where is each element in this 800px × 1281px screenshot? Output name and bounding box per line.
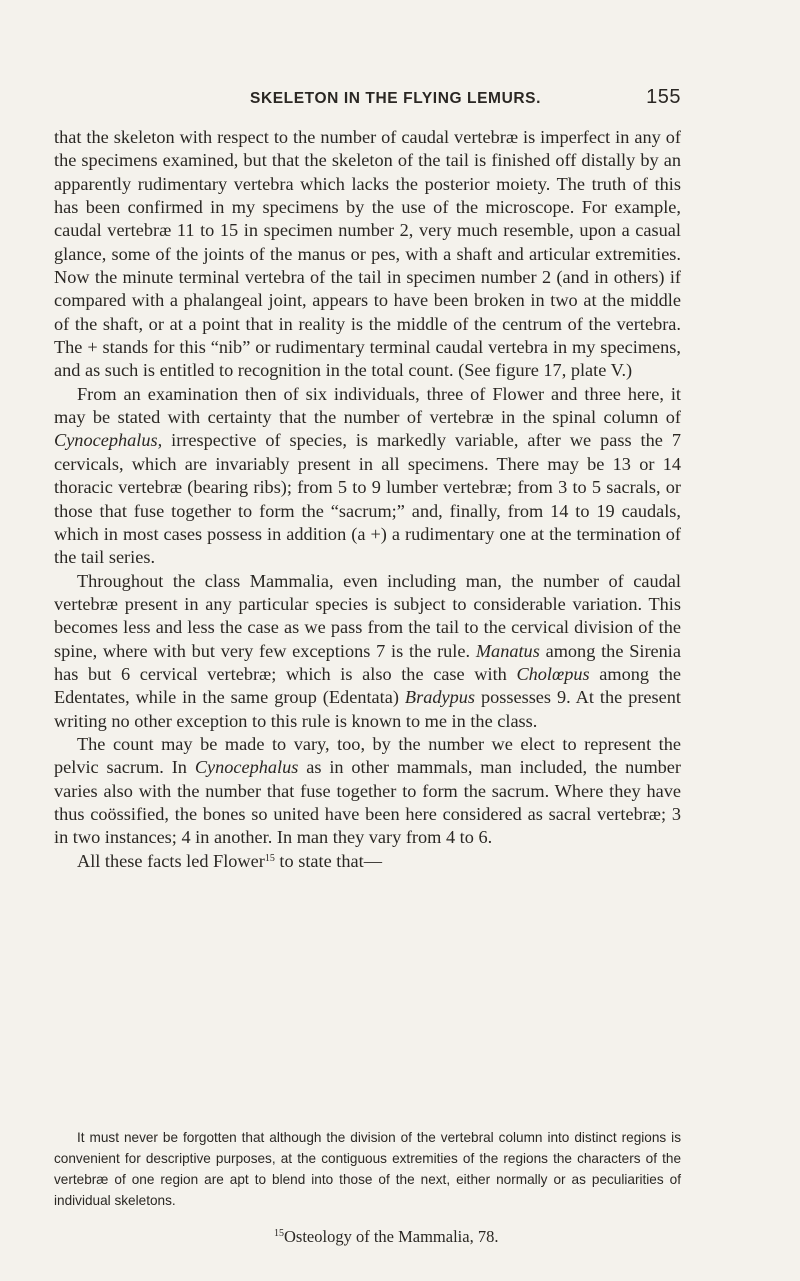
genus-name: Cynocephalus [194,757,299,778]
footnote [54,1227,681,1247]
paragraph-text: to state that— [274,850,382,871]
paragraph-5 [54,850,681,873]
paragraph-text: irrespective of species, is markedly variable, after we pass the 7 cervicals, which are invariably present in all specimens. There may be 13 or 14 thoracic vertebræ (bearing ribs); from 5 to 9 lumber vertebræ; from 3 to 5 sacrals, or those that fuse together to form the “sacrum;” and, finally, from 14 to 19 caudals, which in most cases possess in addition (a +) a rudimentary one at the termination of the tail series. [54,430,681,568]
page-number: 155 [646,86,681,108]
genus-name: Cholœpus [516,663,590,684]
paragraph-text: Throughout the class Mammalia, even including man, the number of caudal vertebræ present in any particular species is subject to considerable variation. This becomes less and less the case as we pass from the tail to the cervical division of the spine, where with but very few exceptions 7 is the rule. [54,570,681,661]
genus-name: Manatus [475,640,540,661]
footnote-marker: 15 [274,1228,284,1239]
paragraph-text: among the Edentates, while in the same group (Edentata) [54,663,681,708]
genus-name: Bradypus [404,687,475,708]
paragraph-text: The count may be made to vary, too, by the number we elect to represent the pelvic sacrum. In [54,733,681,778]
footnote-reference: 15 [264,852,275,864]
genus-name: Cynocephalus, [54,430,163,451]
footnote-line [54,1227,681,1247]
paragraph-text: All these facts led Flower [77,850,265,871]
paragraph-text: that the skeleton with respect to the number of caudal vertebræ is imperfect in any of the specimens examined, but that the skeleton of the tail is finished off distally by an apparently rudimentary vertebra which lacks the posterior moiety. The truth of this has been confirmed in my specimens by the use of the microscope. For example, caudal vertebræ 11 to 15 in specimen number 2, very much resemble, upon a casual glance, some of the joints of the manus or pes, with a shaft and articular extremities. Now the minute terminal vertebra of the tail in specimen number 2 (and in others) if compared with a phalangeal joint, appears to have been broken in two at the middle of the shaft, or at a point that in reality is the middle of the centrum of the vertebra. The + stands for this “nib” or rudimentary terminal caudal vertebra in my specimens, and as such is entitled to recognition in the total count. (See figure 17, plate V.) [54,127,681,381]
paragraph-text: possesses 9. At the present writing no other exception to this rule is known to me in the class. [54,687,681,731]
paragraph-text: as in other mammals, man included, the number varies also with the number that fuse together to form the sacrum. Where they have thus coössified, the bones so united have been here considered as sacral vertebræ; 3 in two instances; 4 in another. In man they vary from 4 to 6. [54,757,682,848]
block-quote [54,1127,681,1211]
body-text [54,126,681,873]
paragraph-2 [54,383,681,570]
footnote-text: Osteology of the Mammalia, 78. [284,1227,499,1246]
running-title: SKELETON IN THE FLYING LEMURS. [250,90,541,107]
paragraph-4 [54,733,681,850]
paragraph-3 [54,570,681,733]
paragraph-text: From an examination then of six individuals, three of Flower and three here, it may be stated with certainty that the number of vertebræ in the spinal column of [54,383,681,428]
paragraph-1 [54,126,681,383]
quote-text: It must never be forgotten that although the division of the vertebral column into distinct regions is convenient for descriptive purposes, at the contiguous extremities of the regions the characters of the vertebræ of one region are apt to blend into those of the next, either normally or as peculiarities of individual skeletons. [54,1130,681,1208]
paragraph-text: among the Sirenia has but 6 cervical vertebræ; which is also the case with [54,640,681,684]
page-header [110,86,681,116]
